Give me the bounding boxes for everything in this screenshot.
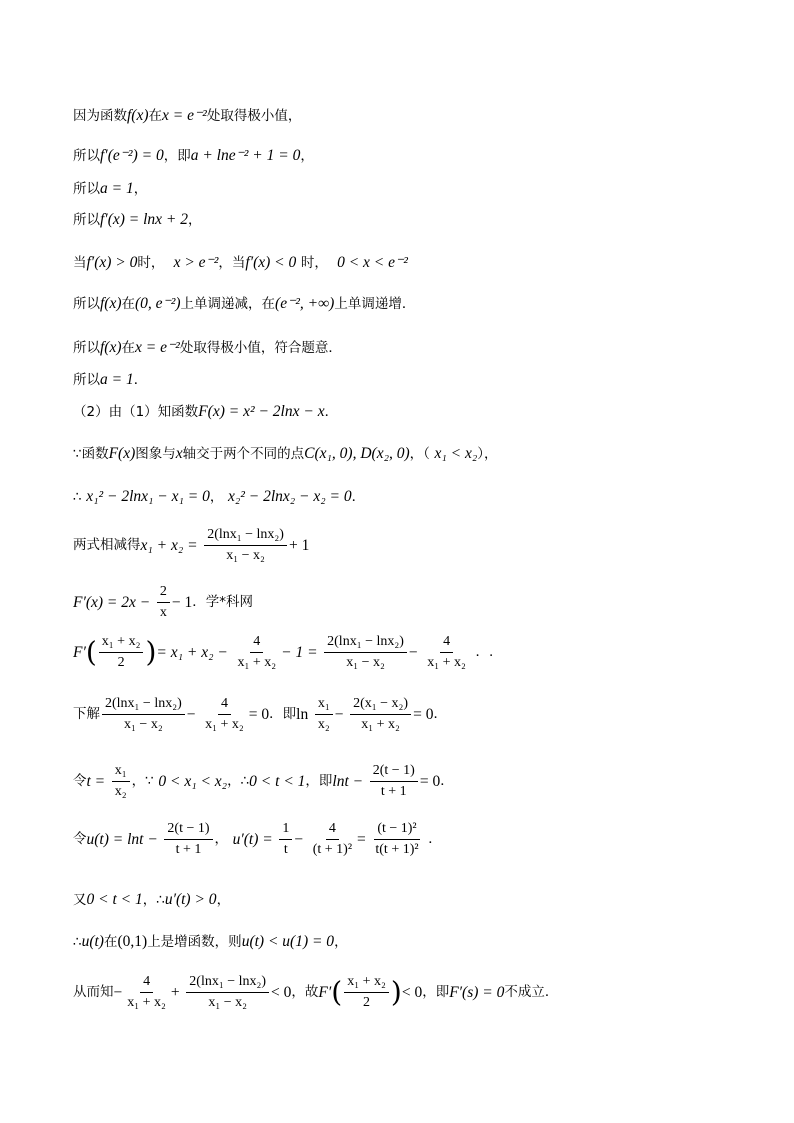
- math: x: [175, 445, 183, 462]
- denominator: 2: [363, 995, 371, 1010]
- fraction: [124, 975, 169, 1010]
- math: a + lne⁻² + 1 = 0: [190, 147, 301, 164]
- text: ．.: [475, 643, 494, 660]
- line-20: [73, 975, 558, 1010]
- fraction: [344, 975, 389, 1010]
- text: 令: [73, 772, 87, 789]
- text: ，即: [305, 772, 333, 789]
- denominator: x₁ − x₂: [124, 717, 163, 732]
- numerator: 4: [250, 635, 263, 653]
- math: −: [294, 830, 304, 848]
- text: 不成立．: [504, 983, 559, 1000]
- math: −: [408, 643, 418, 661]
- text: 令: [73, 830, 87, 847]
- text: 两式相减得: [73, 536, 141, 553]
- denominator: x₁ + x₂: [127, 995, 166, 1010]
- text: 上单调递减，在: [180, 296, 276, 312]
- math: u′(t) =: [232, 830, 273, 848]
- math: x > e⁻²: [173, 254, 219, 271]
- text: 在: [121, 340, 136, 356]
- numerator: 4: [440, 635, 453, 653]
- math: x = e⁻²: [135, 339, 180, 356]
- line-17: [73, 822, 442, 857]
- math: ln: [296, 705, 309, 723]
- math: u(t) = lnt −: [86, 830, 158, 848]
- text: （2）由（1）知函数: [73, 404, 199, 420]
- text: 从而知: [73, 983, 114, 1000]
- text: 所以: [73, 372, 100, 388]
- line-18: [73, 892, 230, 908]
- text: ，∴: [142, 892, 165, 908]
- text: 所以: [73, 148, 100, 164]
- math: + 1: [288, 536, 310, 554]
- text: ．: [433, 705, 447, 722]
- math: f(x): [100, 339, 122, 356]
- text: ，即: [163, 148, 191, 164]
- numerator: (t − 1)²: [374, 822, 419, 840]
- line-7: [73, 340, 342, 356]
- math: −: [113, 983, 123, 1001]
- math: (0, e⁻²): [135, 295, 181, 312]
- text: 图象与: [135, 446, 176, 462]
- denominator: x₂: [317, 717, 330, 732]
- text: 所以: [73, 340, 100, 356]
- text: 处取得极小值，: [206, 108, 302, 124]
- fraction: [204, 528, 287, 563]
- text: ．即: [269, 705, 297, 722]
- denominator: x₁ + x₂: [361, 717, 400, 732]
- fraction: [99, 635, 144, 670]
- denominator: x₁ + x₂: [205, 717, 244, 732]
- numerator: 2(lnx₁ − lnx₂): [102, 697, 185, 715]
- line-16: [73, 764, 454, 799]
- math: x₁² − 2lnx₁ − x₁ = 0: [86, 488, 210, 505]
- numerator: x₁: [315, 697, 333, 715]
- math: = 0: [419, 772, 441, 790]
- text: 上单调递增．: [334, 296, 416, 312]
- line-4: [73, 212, 202, 228]
- math: F′: [73, 643, 86, 661]
- text: 所以: [73, 296, 100, 312]
- numerator: x₁ + x₂: [99, 635, 144, 653]
- line-10: [73, 446, 497, 462]
- line-5: [73, 255, 408, 271]
- numerator: 2(lnx₁ − lnx₂): [204, 528, 287, 546]
- text: ．: [440, 772, 454, 789]
- line-9: [73, 404, 338, 420]
- numerator: 2(lnx₁ − lnx₂): [186, 975, 269, 993]
- text: 轴交于两个不同的点: [182, 446, 305, 462]
- denominator: x₁ − x₂: [226, 548, 265, 563]
- numerator: 2(x₁ − x₂): [350, 697, 411, 715]
- math: a = 1: [100, 371, 134, 388]
- numerator: 4: [140, 975, 153, 993]
- math: +: [170, 983, 180, 1001]
- text: 又: [73, 892, 87, 908]
- text: ∵函数: [73, 446, 109, 462]
- math: F(x): [108, 445, 136, 462]
- fraction: [315, 697, 333, 732]
- math: (e⁻², +∞): [275, 295, 335, 312]
- text: 时，: [300, 255, 328, 271]
- math: = 0: [248, 705, 270, 723]
- math: u′(t) > 0: [164, 891, 217, 908]
- denominator: x₁ − x₂: [208, 995, 247, 1010]
- denominator: x: [159, 605, 167, 620]
- text: 在: [103, 934, 118, 950]
- text: ，当: [218, 255, 246, 271]
- math: (0,1): [117, 933, 148, 950]
- numerator: 2: [157, 585, 170, 603]
- math: −: [186, 705, 196, 723]
- text: ，: [216, 892, 231, 908]
- text: ），: [477, 446, 498, 462]
- math: = x₁ + x₂ −: [156, 643, 228, 661]
- math: 0 < t < 1: [249, 772, 306, 790]
- denominator: 2: [117, 655, 125, 670]
- fraction: [324, 635, 407, 670]
- math: x = e⁻²: [162, 107, 207, 124]
- line-15: [73, 697, 447, 732]
- denominator: x₁ − x₂: [346, 655, 385, 670]
- line-12: [73, 528, 309, 563]
- text: ，: [300, 148, 314, 164]
- math: f′(x) = lnx + 2: [100, 211, 189, 228]
- paren: ): [390, 975, 402, 1009]
- line-14: [73, 635, 493, 670]
- text: ，∴: [227, 772, 250, 789]
- math: − 1: [171, 593, 193, 611]
- math: 0 < x₁ < x₂: [158, 772, 228, 790]
- numerator: 1: [279, 822, 292, 840]
- math: x₂² − 2lnx₂ − x₂ = 0: [227, 488, 352, 505]
- line-3: [73, 181, 147, 197]
- fraction: [372, 822, 421, 857]
- text: 当: [73, 255, 87, 271]
- line-8: [73, 372, 147, 388]
- fraction: [102, 697, 185, 732]
- fraction: [157, 585, 170, 620]
- math: f′(x) > 0: [86, 254, 138, 271]
- text: ，: [133, 181, 148, 197]
- text: 时，: [137, 255, 165, 271]
- text: ，即: [422, 983, 450, 1000]
- math: =: [357, 830, 366, 848]
- text: ．: [428, 830, 442, 847]
- text: 因为函数: [73, 108, 127, 124]
- math: C(x₁, 0), D(x₂, 0): [304, 445, 410, 462]
- text: ．: [133, 372, 148, 388]
- fraction: [202, 697, 247, 732]
- paren: (: [331, 975, 343, 1009]
- fraction: [112, 764, 130, 799]
- denominator: x₁ + x₂: [237, 655, 277, 670]
- line-2: [73, 148, 314, 164]
- math: u(t) < u(1) = 0: [241, 933, 335, 950]
- fraction: [350, 697, 411, 732]
- math: a = 1: [100, 180, 134, 197]
- denominator: t + 1: [175, 842, 202, 857]
- fraction: [186, 975, 269, 1010]
- text: 所以: [73, 181, 100, 197]
- math: −: [334, 705, 344, 723]
- numerator: 2(t − 1): [370, 764, 418, 782]
- math: − 1 =: [281, 643, 318, 661]
- math: x₁ + x₂ =: [140, 536, 198, 554]
- text: 下解: [73, 705, 100, 722]
- text: ，: [214, 830, 229, 847]
- math: 0 < x < e⁻²: [337, 254, 408, 271]
- math: t =: [86, 772, 106, 790]
- text: 上是增函数，则: [147, 934, 242, 950]
- text: ，: [334, 934, 348, 950]
- fraction: [370, 764, 418, 799]
- denominator: t: [283, 842, 288, 857]
- denominator: x₂: [114, 784, 127, 799]
- text: 在: [148, 108, 163, 124]
- text: ，: [188, 212, 202, 228]
- math: x₁ < x₂: [434, 445, 478, 462]
- numerator: x₁ + x₂: [344, 975, 389, 993]
- line-13: [73, 585, 253, 620]
- math: lnt −: [332, 772, 364, 790]
- math: F(x) = x² − 2lnx − x: [198, 403, 325, 420]
- fraction: [310, 822, 355, 857]
- text: ∴: [73, 489, 82, 505]
- math: F′: [318, 983, 332, 1001]
- math: < 0: [401, 983, 423, 1001]
- fraction: [234, 635, 279, 670]
- text: ，（: [409, 446, 430, 462]
- text: ．: [351, 489, 366, 505]
- denominator: (t + 1)²: [312, 842, 353, 857]
- text: 处取得极小值，符合题意．: [179, 340, 342, 356]
- text: ．学*科网: [192, 593, 253, 610]
- math: f(x): [127, 107, 149, 124]
- denominator: x₁ + x₂: [427, 655, 466, 670]
- denominator: t + 1: [380, 784, 407, 799]
- fraction: [279, 822, 292, 857]
- math: < 0: [271, 983, 292, 1001]
- paren: (: [85, 635, 97, 669]
- text: ，故: [291, 983, 319, 1000]
- text: ．: [324, 404, 339, 420]
- line-1: [73, 108, 301, 124]
- line-6: [73, 296, 415, 312]
- fraction: [164, 822, 212, 857]
- text: ，: [209, 489, 224, 505]
- math: 0 < t < 1: [86, 891, 143, 908]
- math: = 0: [413, 705, 434, 723]
- text: 在: [121, 296, 136, 312]
- fraction: [424, 635, 469, 670]
- numerator: 2(lnx₁ − lnx₂): [324, 635, 407, 653]
- text: ，∵: [131, 772, 154, 789]
- line-11: [73, 489, 365, 505]
- paren: ): [145, 635, 157, 669]
- line-19: [73, 934, 348, 950]
- math: F′(x) = 2x −: [73, 593, 151, 611]
- math: f(x): [100, 295, 122, 312]
- math: u(t): [81, 933, 104, 950]
- math: F′(s) = 0: [449, 983, 505, 1001]
- text: 所以: [73, 212, 100, 228]
- numerator: x₁: [112, 764, 130, 782]
- numerator: 4: [218, 697, 231, 715]
- math: f′(e⁻²) = 0: [100, 147, 164, 164]
- denominator: t(t + 1)²: [375, 842, 419, 857]
- math: f′(x) < 0: [245, 254, 297, 271]
- numerator: 4: [326, 822, 339, 840]
- text: ∴: [73, 934, 82, 950]
- numerator: 2(t − 1): [164, 822, 212, 840]
